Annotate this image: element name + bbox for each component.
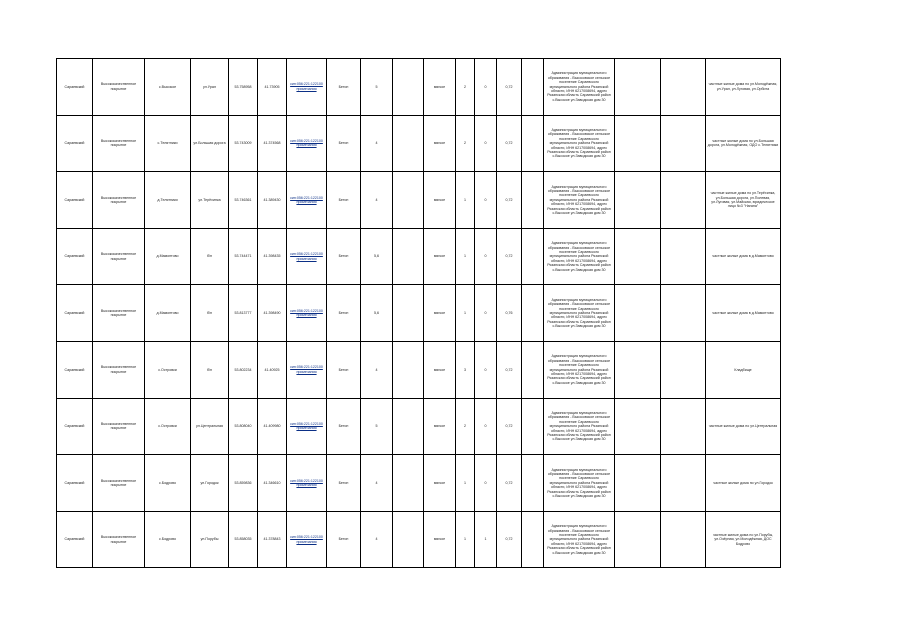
cell-owner: Администрация муниципального образования - Высоковское сельское поселение Сараевского муниципального района Рязанской области, ИНН 6217008694, адрес Рязанская область Сараевский район с.Высокое ул.Заводская дом 30 bbox=[544, 115, 615, 172]
cell-c13 bbox=[522, 511, 544, 568]
cell-owner: Администрация муниципального образования - Высоковское сельское поселение Сараевского муниципального района Рязанской области, ИНН 6217008694, адрес Рязанская область Сараевский район с.Высокое ул.Заводская дом 30 bbox=[544, 398, 615, 455]
cell-settlement: д.Телятники bbox=[145, 172, 191, 229]
cell-c8 bbox=[393, 455, 424, 512]
cell-c8 bbox=[393, 228, 424, 285]
cell-c15 bbox=[615, 398, 661, 455]
cell-c15 bbox=[615, 59, 661, 116]
cell-coef: 0,72 bbox=[497, 341, 522, 398]
cell-c13 bbox=[522, 341, 544, 398]
register-table bbox=[56, 58, 781, 568]
cell-c15 bbox=[615, 511, 661, 568]
cell-lon: 41.398490 bbox=[258, 285, 287, 342]
cell-surface: Бетон bbox=[327, 285, 361, 342]
cell-c16 bbox=[661, 228, 706, 285]
cell-c16 bbox=[661, 285, 706, 342]
cell-area: 5 bbox=[361, 398, 393, 455]
cell-owner: Администрация муниципального образования - Высоковское сельское поселение Сараевского муниципального района Рязанской области, ИНН 6217008694, адрес Рязанская область Сараевский район с.Высокое ул.Заводская дом 30 bbox=[544, 285, 615, 342]
cell-n2: 0 bbox=[475, 59, 497, 116]
cell-c8 bbox=[393, 285, 424, 342]
cell-cadastral bbox=[287, 172, 327, 229]
cell-owner: Администрация муниципального образования - Высоковское сельское поселение Сараевского муниципального района Рязанской области, ИНН 6217008694, адрес Рязанская область Сараевский район с.Высокое ул.Заводская дом 30 bbox=[544, 511, 615, 568]
cell-n1: 1 bbox=[456, 228, 475, 285]
cell-street: б/н bbox=[191, 285, 229, 342]
table-body bbox=[57, 59, 781, 568]
cell-pavement: мягкое bbox=[424, 511, 456, 568]
cell-district: Сараевский bbox=[57, 228, 93, 285]
cell-c15 bbox=[615, 228, 661, 285]
cell-area: 4 bbox=[361, 455, 393, 512]
cell-lat: 53.744471 bbox=[229, 228, 258, 285]
cell-lat: 53.808040 bbox=[229, 398, 258, 455]
cell-settlement: д.Мамонтово bbox=[145, 228, 191, 285]
cell-coef: 0,76 bbox=[497, 285, 522, 342]
cell-surface: Бетон bbox=[327, 172, 361, 229]
cell-c16 bbox=[661, 341, 706, 398]
cell-lat: 53.746361 bbox=[229, 172, 258, 229]
cell-n1: 3 bbox=[456, 341, 475, 398]
cell-street: б/н bbox=[191, 228, 229, 285]
cell-area: 5,6 bbox=[361, 228, 393, 285]
cell-coef: 0,72 bbox=[497, 172, 522, 229]
cell-street: ул.Порубы bbox=[191, 511, 229, 568]
cell-type: Высококачественное покрытие bbox=[93, 341, 145, 398]
cell-n2: 0 bbox=[475, 228, 497, 285]
cell-n2: 0 bbox=[475, 398, 497, 455]
cell-pavement: мягкое bbox=[424, 455, 456, 512]
cell-pavement: мягкое bbox=[424, 172, 456, 229]
cell-surface: Бетон bbox=[327, 228, 361, 285]
cell-area: 4 bbox=[361, 172, 393, 229]
cell-settlement: с.Островки bbox=[145, 341, 191, 398]
cell-c13 bbox=[522, 172, 544, 229]
cell-c8 bbox=[393, 115, 424, 172]
cell-type: Высококачественное покрытие bbox=[93, 455, 145, 512]
cell-district: Сараевский bbox=[57, 172, 93, 229]
cell-ref: частные жилые дома по ул.Городок bbox=[706, 455, 781, 512]
cell-pavement: мягкое bbox=[424, 398, 456, 455]
cell-street: ул.Большая дорога bbox=[191, 115, 229, 172]
cell-lon: 41.40925 bbox=[258, 341, 287, 398]
cell-c8 bbox=[393, 172, 424, 229]
cell-c16 bbox=[661, 115, 706, 172]
cell-lat: 53.813777 bbox=[229, 285, 258, 342]
cell-settlement: с.Телятники bbox=[145, 115, 191, 172]
cell-settlement: с.Бодрово bbox=[145, 455, 191, 512]
table-row bbox=[57, 228, 781, 285]
cell-c16 bbox=[661, 398, 706, 455]
cell-n1: 2 bbox=[456, 59, 475, 116]
cell-n1: 1 bbox=[456, 172, 475, 229]
cell-ref: частные жилые дома по ул.Порубы, ул.Озёрная, ул.Молодёжная, ДОС Бодрово bbox=[706, 511, 781, 568]
cell-c8 bbox=[393, 511, 424, 568]
cell-area: 5,6 bbox=[361, 285, 393, 342]
cell-district: Сараевский bbox=[57, 455, 93, 512]
cell-district: Сараевский bbox=[57, 285, 93, 342]
cell-c8 bbox=[393, 398, 424, 455]
cell-surface: Бетон bbox=[327, 455, 361, 512]
cell-settlement: с.Высокое bbox=[145, 59, 191, 116]
table-row bbox=[57, 398, 781, 455]
cell-lon: 41.389430 bbox=[258, 172, 287, 229]
cell-owner: Администрация муниципального образования - Высоковское сельское поселение Сараевского муниципального района Рязанской области, ИНН 6217008694, адрес Рязанская область Сараевский район с.Высокое ул.Заводская дом 30 bbox=[544, 228, 615, 285]
cell-type: Высококачественное покрытие bbox=[93, 59, 145, 116]
cell-n2: 1 bbox=[475, 511, 497, 568]
cell-lon: 41.346610 bbox=[258, 455, 287, 512]
cell-pavement: мягкое bbox=[424, 228, 456, 285]
cell-n2: 0 bbox=[475, 341, 497, 398]
cell-area: 4 bbox=[361, 341, 393, 398]
cell-coef: 0,72 bbox=[497, 398, 522, 455]
cell-coef: 0,72 bbox=[497, 59, 522, 116]
cadastral-link[interactable]: сип:056:221:122100 примечания bbox=[290, 421, 323, 431]
cell-owner: Администрация муниципального образования - Высоковское сельское поселение Сараевского муниципального района Рязанской области, ИНН 6217008694, адрес Рязанская область Сараевский район с.Высокое ул.Заводская дом 30 bbox=[544, 172, 615, 229]
cell-n1: 1 bbox=[456, 511, 475, 568]
cell-surface: Бетон bbox=[327, 398, 361, 455]
cell-type: Высококачественное покрытие bbox=[93, 228, 145, 285]
cell-ref: частные жилые дома в д.Мамонтово bbox=[706, 228, 781, 285]
cadastral-link[interactable]: сип:056:221:122100 примечания bbox=[290, 82, 323, 91]
cell-n1: 1 bbox=[456, 285, 475, 342]
cell-coef: 0,72 bbox=[497, 228, 522, 285]
cell-ref: частные жилые дома по ул.Большая дорога, ул.Молодёжная, ОДО с.Телятники bbox=[706, 115, 781, 172]
cadastral-link[interactable]: сип:056:221:122100 примечания bbox=[290, 365, 323, 374]
cell-area: 4 bbox=[361, 115, 393, 172]
cell-settlement: с.Островки bbox=[145, 398, 191, 455]
cell-settlement: с.Бодрово bbox=[145, 511, 191, 568]
cell-street: ул.Городок bbox=[191, 455, 229, 512]
cell-surface: Бетон bbox=[327, 511, 361, 568]
cell-n2: 0 bbox=[475, 172, 497, 229]
cadastral-link[interactable]: сип:056:221:122100 примечания bbox=[290, 138, 323, 148]
cell-c15 bbox=[615, 285, 661, 342]
cell-lat: 53.859836 bbox=[229, 455, 258, 512]
cell-type: Высококачественное покрытие bbox=[93, 511, 145, 568]
cell-c15 bbox=[615, 455, 661, 512]
cell-cadastral bbox=[287, 398, 327, 455]
cell-n2: 0 bbox=[475, 455, 497, 512]
cell-district: Сараевский bbox=[57, 115, 93, 172]
cell-cadastral bbox=[287, 455, 327, 512]
cell-ref: частные жилые дома по ул.Молодёжная, ул.Урал, ул.Луговая, ул.Орбита bbox=[706, 59, 781, 116]
cell-c15 bbox=[615, 172, 661, 229]
cell-pavement: мягкое bbox=[424, 285, 456, 342]
cell-c13 bbox=[522, 115, 544, 172]
cadastral-link[interactable]: сип:056:221:122100 примечания bbox=[290, 308, 323, 318]
cell-area: 4 bbox=[361, 511, 393, 568]
cell-lat: 53.858035 bbox=[229, 511, 258, 568]
cell-c15 bbox=[615, 115, 661, 172]
cell-type: Высококачественное покрытие bbox=[93, 115, 145, 172]
table-row bbox=[57, 511, 781, 568]
cell-c13 bbox=[522, 59, 544, 116]
table-row bbox=[57, 59, 781, 116]
cell-pavement: мягкое bbox=[424, 115, 456, 172]
cell-street: б/н bbox=[191, 341, 229, 398]
cell-settlement: д.Мамонтово bbox=[145, 285, 191, 342]
cell-cadastral bbox=[287, 228, 327, 285]
cell-type: Высококачественное покрытие bbox=[93, 398, 145, 455]
table-row bbox=[57, 341, 781, 398]
cell-ref: частные жилые дома по ул.Терёхинка, ул.Большая дорога, ул.Полевая, ул.Луговая, ул.Майская, юридическое лицо №3 "Нагана" bbox=[706, 172, 781, 229]
cell-ref: Кладбище bbox=[706, 341, 781, 398]
cell-c8 bbox=[393, 59, 424, 116]
cell-lat: 53.802234 bbox=[229, 341, 258, 398]
cell-cadastral bbox=[287, 511, 327, 568]
cell-c13 bbox=[522, 285, 544, 342]
cell-c13 bbox=[522, 455, 544, 512]
cell-c13 bbox=[522, 228, 544, 285]
table-row bbox=[57, 172, 781, 229]
table-row bbox=[57, 115, 781, 172]
cadastral-link[interactable]: сип:056:221:122100 примечания bbox=[290, 478, 323, 487]
cell-ref: частные жилые дома в д.Мамонтово bbox=[706, 285, 781, 342]
cell-district: Сараевский bbox=[57, 59, 93, 116]
cell-c16 bbox=[661, 172, 706, 229]
cell-pavement: мягкое bbox=[424, 59, 456, 116]
cell-cadastral bbox=[287, 341, 327, 398]
cell-district: Сараевский bbox=[57, 398, 93, 455]
cell-owner: Администрация муниципального образования - Высоковское сельское поселение Сараевского муниципального района Рязанской области, ИНН 6217008694, адрес Рязанская область Сараевский район с.Высокое ул.Заводская дом 30 bbox=[544, 59, 615, 116]
cell-coef: 0,72 bbox=[497, 455, 522, 512]
table-row bbox=[57, 455, 781, 512]
cell-c13 bbox=[522, 398, 544, 455]
cell-street: ул.Урал bbox=[191, 59, 229, 116]
cell-lon: 41.409980 bbox=[258, 398, 287, 455]
cell-surface: Бетон bbox=[327, 341, 361, 398]
table-row bbox=[57, 285, 781, 342]
cell-lat: 53.743009 bbox=[229, 115, 258, 172]
cell-c16 bbox=[661, 59, 706, 116]
cell-ref: частные жилые дома по ул.Центральная bbox=[706, 398, 781, 455]
cell-n2: 0 bbox=[475, 115, 497, 172]
cell-lon: 41.378843 bbox=[258, 511, 287, 568]
cell-surface: Бетон bbox=[327, 59, 361, 116]
cell-cadastral bbox=[287, 285, 327, 342]
cell-lon: 41.73905 bbox=[258, 59, 287, 116]
cell-owner: Администрация муниципального образования - Высоковское сельское поселение Сараевского муниципального района Рязанской области, ИНН 6217008694, адрес Рязанская область Сараевский район с.Высокое ул.Заводская дом 30 bbox=[544, 341, 615, 398]
cell-cadastral bbox=[287, 115, 327, 172]
cell-surface: Бетон bbox=[327, 115, 361, 172]
cell-n1: 1 bbox=[456, 455, 475, 512]
cell-street: ул.Терёхинка bbox=[191, 172, 229, 229]
cell-district: Сараевский bbox=[57, 341, 93, 398]
cell-c16 bbox=[661, 455, 706, 512]
cell-c16 bbox=[661, 511, 706, 568]
cell-type: Высококачественное покрытие bbox=[93, 172, 145, 229]
cell-pavement: мягкое bbox=[424, 341, 456, 398]
cell-lat: 53.758958 bbox=[229, 59, 258, 116]
cell-lon: 41.398435 bbox=[258, 228, 287, 285]
cell-owner: Администрация муниципального образования - Высоковское сельское поселение Сараевского муниципального района Рязанской области, ИНН 6217008694, адрес Рязанская область Сараевский район с.Высокое ул.Заводская дом 30 bbox=[544, 455, 615, 512]
cell-n2: 0 bbox=[475, 285, 497, 342]
cell-cadastral bbox=[287, 59, 327, 116]
cadastral-link[interactable]: сип:056:221:122100 примечания bbox=[290, 252, 323, 261]
cell-street: ул.Центральная bbox=[191, 398, 229, 455]
cell-n1: 2 bbox=[456, 115, 475, 172]
cadastral-link[interactable]: сип:056:221:122100 примечания bbox=[290, 535, 323, 544]
cell-type: Высококачественное покрытие bbox=[93, 285, 145, 342]
cell-n1: 2 bbox=[456, 398, 475, 455]
cadastral-link[interactable]: сип:056:221:122100 примечания bbox=[290, 195, 323, 204]
cell-area: 5 bbox=[361, 59, 393, 116]
cell-district: Сараевский bbox=[57, 511, 93, 568]
cell-coef: 0,72 bbox=[497, 511, 522, 568]
cell-lon: 41.374568 bbox=[258, 115, 287, 172]
cell-coef: 0,72 bbox=[497, 115, 522, 172]
cell-c8 bbox=[393, 341, 424, 398]
cell-c15 bbox=[615, 341, 661, 398]
